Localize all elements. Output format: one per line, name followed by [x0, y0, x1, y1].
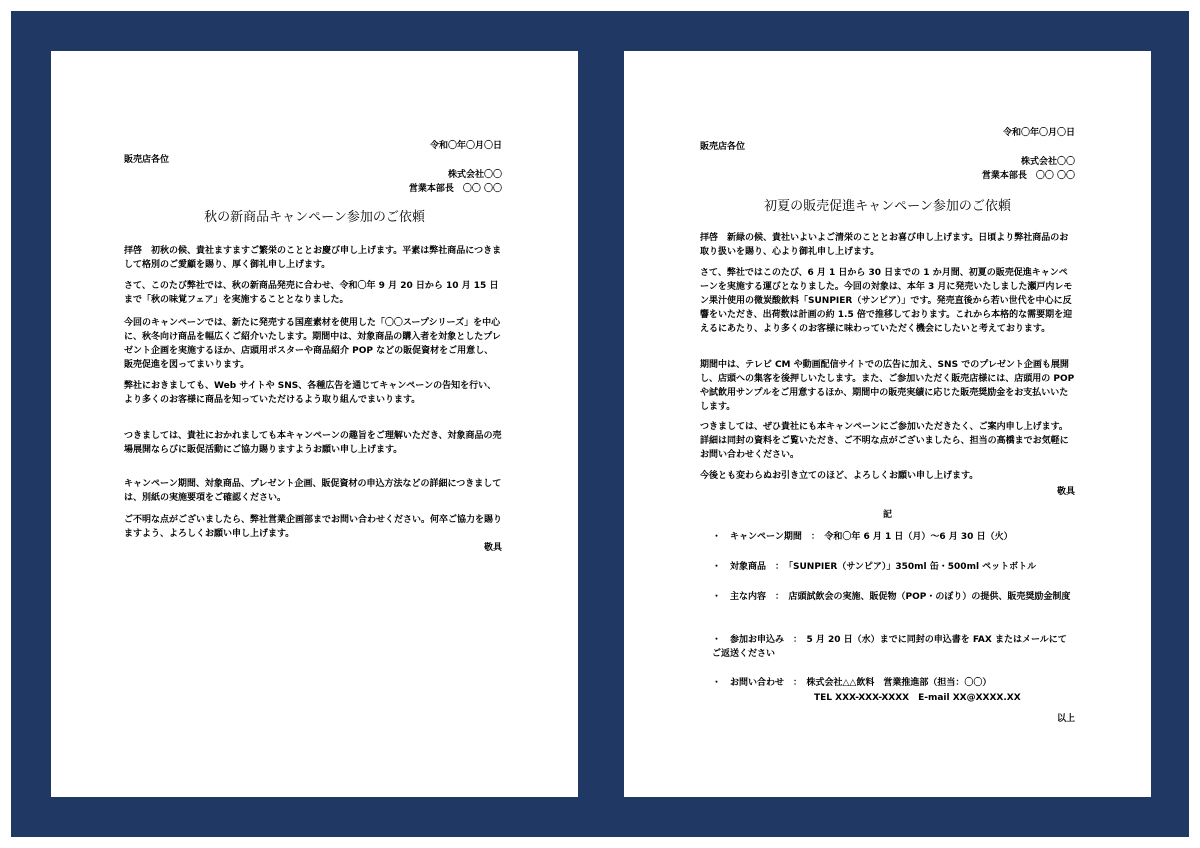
sender-person: 営業本部長 〇〇 〇〇	[408, 184, 502, 194]
sender-person: 営業本部長 〇〇 〇〇	[981, 171, 1075, 181]
letter-paragraph: キャンペーン期間、対象商品、プレゼント企画、販促資材の申込方法などの詳細につきましては、別紙の実施要項をご確認ください。	[124, 479, 502, 503]
list-item: ・ 対象商品 ： 「SUNPIER（サンピア）」350ml 缶・500ml ペットボトル	[712, 562, 1037, 572]
letter-closing: 敬具	[483, 543, 502, 553]
letter-title: 秋の新商品キャンペーン参加のご依頼	[204, 210, 425, 225]
letter-page-right	[624, 51, 1151, 797]
list-item: ・ 主な内容 ： 店頭試飲会の実施、販促物（POP・のぼり）の提供、販売奨励金制度	[712, 592, 1071, 602]
letter-paragraph: 拝啓 新緑の候、貴社いよいよご清栄のこととお喜び申し上げます。日頃より弊社商品のお取り扱いを賜り、心より御礼申し上げます。	[700, 233, 1069, 257]
sender-company: 株式会社〇〇	[1020, 157, 1075, 167]
list-item: ・ 参加お申込み ： 5 月 20 日（水）までに同封の申込書を FAX またはメールにてご返送ください	[712, 635, 1067, 659]
letter-recipient: 販売店各位	[124, 155, 170, 165]
letter-paragraph: 拝啓 初秋の候、貴社ますますご繁栄のこととお慶び申し上げます。平素は弊社商品につきまして格別のご愛顧を賜り、厚く御礼申し上げます。	[124, 246, 502, 270]
document-frame	[11, 11, 1189, 837]
letter-title: 初夏の販売促進キャンペーン参加のご依頼	[764, 199, 1011, 214]
contact-line: TEL XXX-XXX-XXXX E-mail XX@XXXX.XX	[814, 693, 1021, 703]
letter-page-left	[51, 51, 578, 797]
letter-paragraph: さて、このたび弊社では、秋の新商品発売に合わせ、令和〇年 9 月 20 日から 10 月 15 日まで「秋の味覚フェア」を実施することとなりました。	[124, 281, 499, 305]
letter-paragraph: 期間中は、テレビ CM や動画配信サイトでの広告に加え、SNS でのプレゼント企画も展開し、店頭への集客を後押しいたします。また、ご参加いただく販売店様には、店頭用の POP や試飲用サンプルをご用意するほか、期間中の販売実績に応じた販売奨励金をお支払いいたします。	[700, 360, 1075, 412]
sender-company: 株式会社〇〇	[447, 170, 502, 180]
letter-date: 令和〇年〇月〇日	[429, 141, 502, 151]
letter-date: 令和〇年〇月〇日	[1002, 128, 1075, 138]
letter-paragraph: 今後とも変わらぬお引き立てのほど、よろしくお願い申し上げます。	[700, 471, 979, 481]
letter-paragraph: つきましては、ぜひ貴社にも本キャンペーンにご参加いただきたく、ご案内申し上げます。詳細は同封の資料をご覧いただき、ご不明な点がございましたら、担当の高橋までお気軽にお問い合わせください。	[700, 422, 1069, 460]
letter-closing: 敬具	[1056, 487, 1075, 497]
letter-paragraph: さて、弊社ではこのたび、6 月 1 日から 30 日までの 1 か月間、初夏の販売促進キャンペーンを実施する運びとなりました。今回の対象は、本年 3 月に発売いたしました瀬戸内レモン果汁使用の微炭酸飲料「SUNPIER（サンピア）」です。発売直後から若い世代を中心に反響をいただき、出荷数は計画の約 1.5 倍で推移しております。これから本格的な需要期を迎えるにあたり、より多くのお客様に味わっていただく機会にしたいと考えております。	[700, 268, 1073, 334]
letter-ending: 以上	[1056, 714, 1075, 724]
list-item: ・ キャンペーン期間 ： 令和〇年 6 月 1 日（月）～6 月 30 日（火）	[712, 532, 1013, 542]
letter-paragraph: 弊社におきましても、Web サイトや SNS、各種広告を通じてキャンペーンの告知を行い、より多くのお客様に商品を知っていただけるよう取り組んでまいります。	[124, 381, 497, 405]
letter-paragraph: 今回のキャンペーンでは、新たに発売する国産素材を使用した「〇〇スープシリーズ」を中心に、秋冬向け商品を幅広くご紹介いたします。期間中は、対象商品の購入者を対象としたプレゼント企画を実施するほか、店頭用ポスターや商品紹介 POP などの販促資材をご用意し、販売促進を図ってまいります。	[124, 318, 501, 370]
letter-paragraph: つきましては、貴社におかれましても本キャンペーンの趣旨をご理解いただき、対象商品の売場展開ならびに販促活動にご協力賜りますようお願い申し上げます。	[124, 431, 502, 455]
letter-recipient: 販売店各位	[700, 142, 746, 152]
letter-paragraph: ご不明な点がございましたら、弊社営業企画部までお問い合わせください。何卒ご協力を賜りますよう、よろしくお願い申し上げます。	[124, 515, 503, 539]
ki-heading: 記	[882, 510, 892, 520]
list-item: ・ お問い合わせ ： 株式会社△△飲料 営業推進部（担当：〇〇）	[712, 678, 992, 688]
